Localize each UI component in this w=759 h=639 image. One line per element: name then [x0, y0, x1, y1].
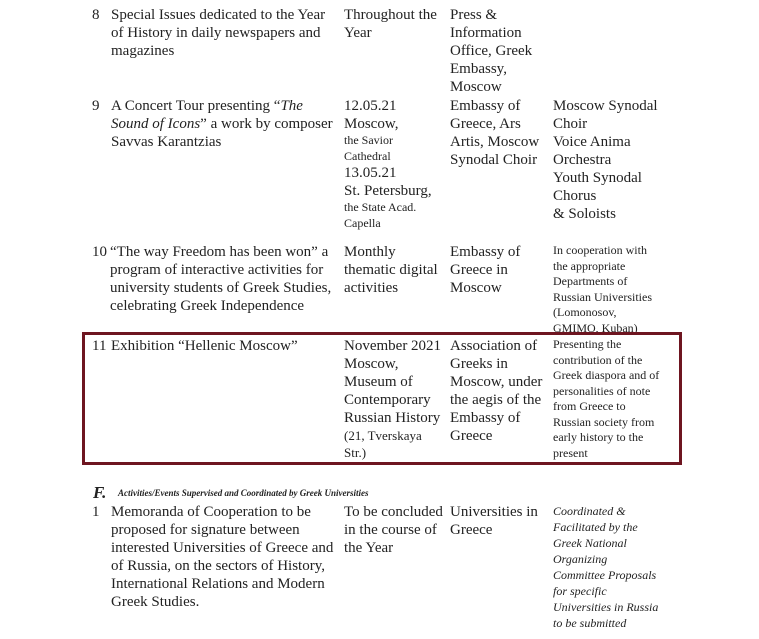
section-title: Activities/Events Supervised and Coordinated by Greek Universities — [118, 488, 369, 498]
notes-cell: Presenting the contribution of the Greek diaspora and of personalities of note from Greece to Russian society from early history to the present — [553, 337, 660, 460]
organizer-cell: Press & Information Office, Greek Embassy, Moscow — [450, 7, 533, 95]
row-number: 10 — [92, 244, 107, 260]
organizer-cell: Embassy of Greece in Moscow — [450, 244, 521, 296]
row-number: 9 — [92, 98, 100, 114]
date-cell: Monthly thematic digital activities — [344, 244, 438, 296]
notes-cell: In cooperation with the appropriate Departments of Russian Universities (Lomonosov, GMIMO, Kuban) — [553, 243, 652, 335]
date-cell: To be concluded in the course of the Year — [344, 504, 443, 556]
activity-cell: Special Issues dedicated to the Year of History in daily newspapers and magazines — [111, 7, 326, 59]
date-cell: November 2021 Moscow, Museum of Contemporary Russian History (21, Tverskaya Str.) — [344, 338, 442, 460]
activity-cell: Memoranda of Cooperation to be proposed for signature between interested Universities of Greece and of Russia, on the sectors of History, International Relations and Modern Greek Studies. — [111, 504, 334, 610]
row-number: 8 — [92, 7, 100, 23]
activity-cell: “The way Freedom has been won” a program of interactive activities for university students of Greek Studies, celebrating Greek Independence — [110, 244, 332, 314]
organizer-cell: Universities in Greece — [450, 504, 538, 538]
notes-cell: Coordinated & Facilitated by the Greek National Organizing Committee Proposals for specific Universities in Russia to be submitted — [553, 504, 659, 630]
date-cell: 12.05.21 Moscow, the Savior Cathedral 13.05.21 St. Petersburg, the State Acad. Capella — [344, 98, 432, 230]
section-letter: F. — [93, 483, 107, 502]
activity-cell: Exhibition “Hellenic Moscow” — [111, 338, 298, 354]
row-number: 1 — [92, 504, 100, 520]
organizer-cell: Association of Greeks in Moscow, under the aegis of the Embassy of Greece — [450, 338, 543, 444]
date-cell: Throughout the Year — [344, 7, 437, 41]
organizer-cell: Embassy of Greece, Ars Artis, Moscow Synodal Choir — [450, 98, 540, 168]
notes-cell: Moscow Synodal Choir Voice Anima Orchestra Youth Synodal Chorus & Soloists — [553, 98, 658, 222]
activity-cell: A Concert Tour presenting “The Sound of Icons” a work by composer Savvas Karantzias — [111, 98, 333, 150]
row-number: 11 — [92, 338, 107, 354]
